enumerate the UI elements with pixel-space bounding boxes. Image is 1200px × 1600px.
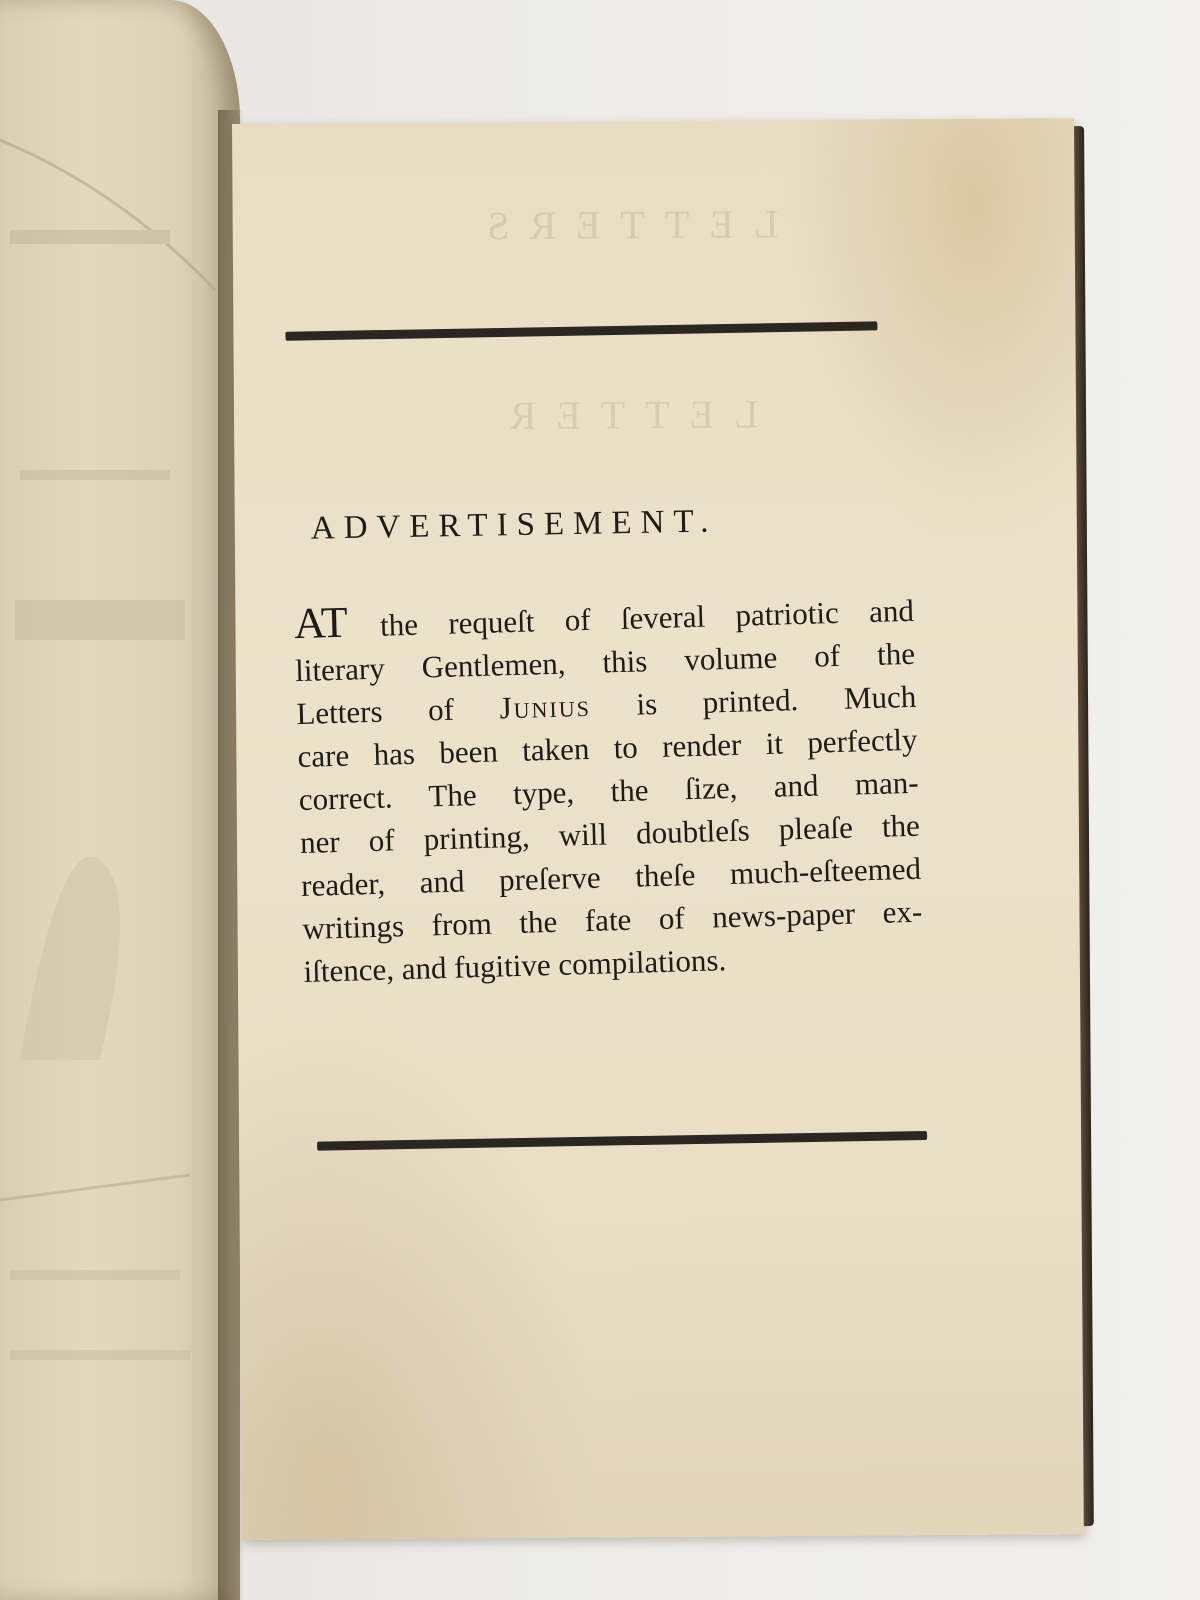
page-edge <box>1074 126 1094 1526</box>
top-rule <box>285 321 877 340</box>
advertisement-body <box>293 585 924 993</box>
text-span: is printed. Much <box>590 678 917 723</box>
drop-cap: AT <box>293 597 349 649</box>
text-line: ner of printing, will doubtleſs pleaſe the <box>299 807 921 861</box>
advertisement-heading: ADVERTISEMENT. <box>310 503 718 547</box>
text-span: the requeſt of ſeveral patriotic and <box>349 592 915 644</box>
bottom-rule <box>317 1131 927 1151</box>
text-line: literary Gentlemen, this volume of the <box>294 635 916 689</box>
left-page-bleed-through <box>0 0 240 1600</box>
bleed-through-text: LETTER <box>489 391 759 439</box>
text-span: Letters of <box>295 690 501 732</box>
book-page <box>232 118 1084 1540</box>
text-line: correct. The type, the ſize, and man- <box>298 764 920 818</box>
text-line: iſtence, and fugitive compilations. <box>303 942 727 989</box>
text-line: writings from the fate of news-paper ex- <box>301 893 923 946</box>
junius-name: Junius <box>499 687 592 726</box>
bleed-through-text: LETTERS <box>467 201 779 249</box>
text-line: reader, and preſerve theſe much-eſteemed <box>300 850 922 904</box>
text-line: care has been taken to render it perfectly <box>297 721 918 775</box>
